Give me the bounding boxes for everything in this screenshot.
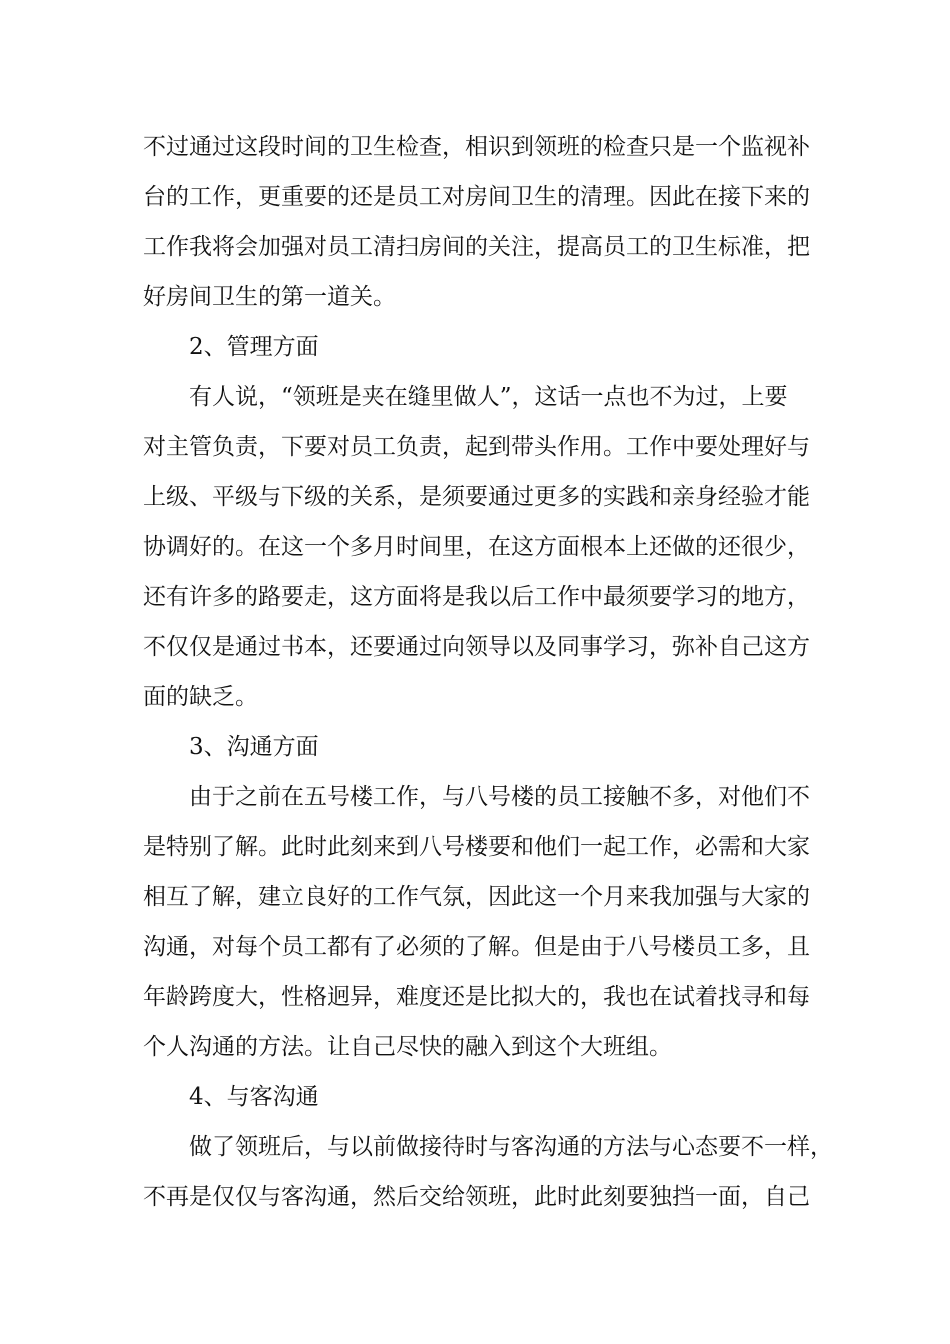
- text-line: 面的缺乏。: [143, 684, 258, 710]
- text-line: 不仅仅是通过书本，还要通过向领导以及同事学习，弥补自己这方: [143, 634, 810, 660]
- text-line: 年龄跨度大，性格迥异，难度还是比拟大的，我也在试着找寻和每: [143, 984, 810, 1010]
- text-line: 是特别了解。此时此刻来到八号楼要和他们一起工作，必需和大家: [143, 834, 810, 860]
- section-heading-management: 2、管理方面: [189, 334, 319, 360]
- text-line: 沟通，对每个员工都有了必须的了解。但是由于八号楼员工多，且: [143, 934, 810, 960]
- text-line: 个人沟通的方法。让自己尽快的融入到这个大班组。: [143, 1034, 672, 1060]
- text-line: 不过通过这段时间的卫生检查，相识到领班的检查只是一个监视补: [143, 134, 810, 160]
- text-line: 好房间卫生的第一道关。: [143, 284, 396, 310]
- document-body: [143, 122, 833, 1222]
- text-line: 不再是仅仅与客沟通，然后交给领班，此时此刻要独挡一面，自己: [143, 1184, 810, 1210]
- text-line: 协调好的。在这一个多月时间里，在这方面根本上还做的还很少，: [143, 534, 810, 560]
- text-line: 相互了解，建立良好的工作气氛，因此这一个月来我加强与大家的: [143, 884, 810, 910]
- text-line: 上级、平级与下级的关系，是须要通过更多的实践和亲身经验才能: [143, 484, 810, 510]
- text-line: 对主管负责，下要对员工负责，起到带头作用。工作中要处理好与: [143, 434, 810, 460]
- paragraph-first-line: 做了领班后，与以前做接待时与客沟通的方法与心态要不一样，: [189, 1134, 833, 1160]
- paragraph-first-line: 有人说，“领班是夹在缝里做人”，这话一点也不为过，上要: [189, 384, 788, 410]
- text-line: 还有许多的路要走，这方面将是我以后工作中最须要学习的地方，: [143, 584, 810, 610]
- section-heading-communication: 3、沟通方面: [189, 734, 319, 760]
- text-line: 台的工作，更重要的还是员工对房间卫生的清理。因此在接下来的: [143, 184, 810, 210]
- text-line: 工作我将会加强对员工清扫房间的关注，提高员工的卫生标准，把: [143, 234, 810, 260]
- section-heading-guest-communication: 4、与客沟通: [189, 1084, 319, 1110]
- paragraph-first-line: 由于之前在五号楼工作，与八号楼的员工接触不多，对他们不: [189, 784, 810, 810]
